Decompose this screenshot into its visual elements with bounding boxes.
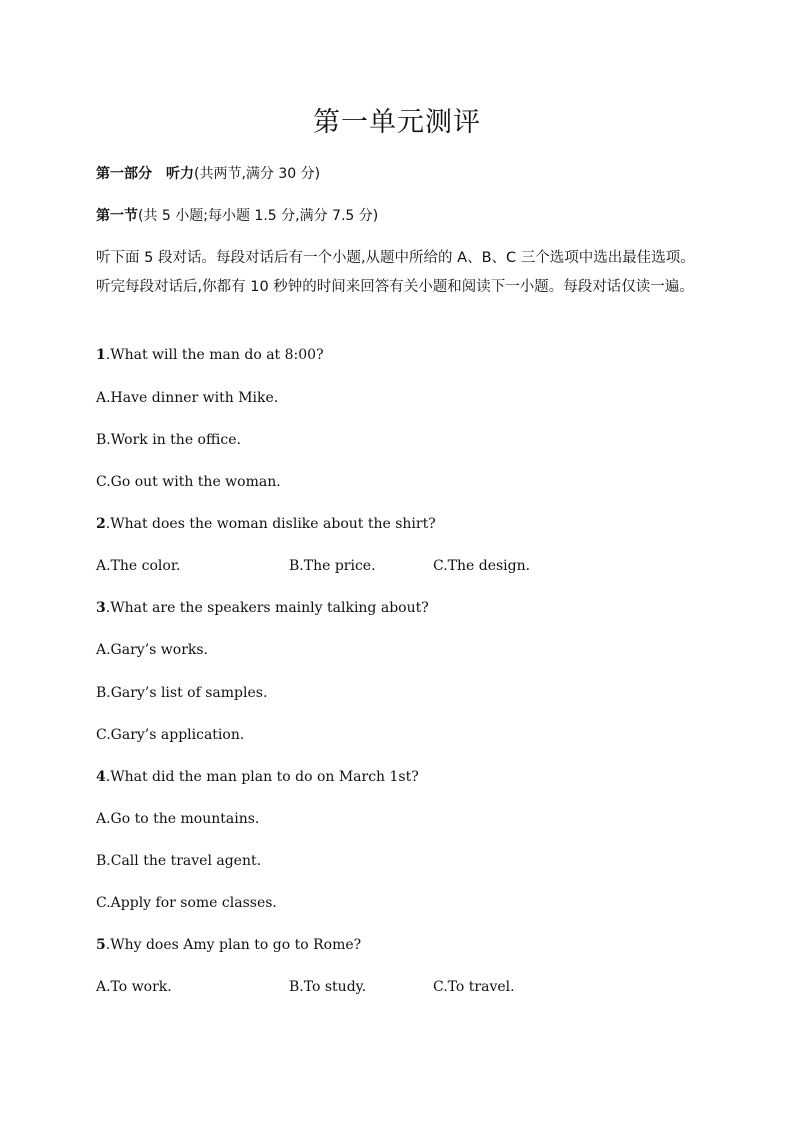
question-number: 5 — [96, 937, 106, 953]
part-label: 第一部分 — [96, 166, 152, 182]
question-text: .What did the man plan to do on March 1st? — [105, 769, 419, 785]
option-1a: A.Have dinner with Mike. — [96, 390, 279, 406]
option-2c: C.The design. — [433, 558, 531, 574]
question-5 — [96, 937, 361, 953]
question-text: .What does the woman dislike about the shirt? — [105, 516, 436, 532]
question-text: .Why does Amy plan to go to Rome? — [105, 937, 362, 953]
option-3c: C.Gary’s application. — [96, 727, 245, 743]
question-number: 2 — [96, 516, 106, 532]
option-2a: A.The color. — [96, 558, 181, 574]
question-number: 4 — [96, 769, 106, 785]
question-1 — [96, 347, 324, 363]
option-2b: B.The price. — [289, 558, 376, 574]
instructions-paragraph: 听下面 5 段对话。每段对话后有一个小题,从题中所给的 A、B、C 三个选项中选出最佳选项。听完每段对话后,你都有 10 秒钟的时间来回答有关小题和阅读下一小题。每段对话仅读一遍。 — [96, 250, 695, 295]
question-text: .What will the man do at 8:00? — [105, 347, 324, 363]
question-number: 1 — [96, 347, 106, 363]
option-5c: C.To travel. — [433, 979, 515, 995]
section-detail: (共 5 小题;每小题 1.5 分,满分 7.5 分) — [138, 208, 379, 224]
option-4a: A.Go to the mountains. — [96, 811, 260, 827]
question-2 — [96, 516, 436, 532]
question-number: 3 — [96, 600, 106, 616]
option-4b: B.Call the travel agent. — [96, 853, 262, 869]
option-3b: B.Gary’s list of samples. — [96, 685, 268, 701]
option-5a: A.To work. — [96, 979, 172, 995]
question-text: .What are the speakers mainly talking about? — [105, 600, 429, 616]
page-title: 第一单元测评 — [313, 107, 481, 138]
question-3 — [96, 600, 429, 616]
option-1b: B.Work in the office. — [96, 432, 241, 448]
part-detail: (共两节,满分 30 分) — [194, 166, 321, 182]
part-name: 听力 — [166, 166, 194, 182]
question-4 — [96, 769, 419, 785]
option-1c: C.Go out with the woman. — [96, 474, 281, 490]
part-heading — [96, 163, 320, 183]
section-heading — [96, 205, 378, 225]
section-label: 第一节 — [96, 208, 138, 224]
option-5b: B.To study. — [289, 979, 367, 995]
option-4c: C.Apply for some classes. — [96, 895, 277, 911]
option-3a: A.Gary’s works. — [96, 642, 208, 658]
